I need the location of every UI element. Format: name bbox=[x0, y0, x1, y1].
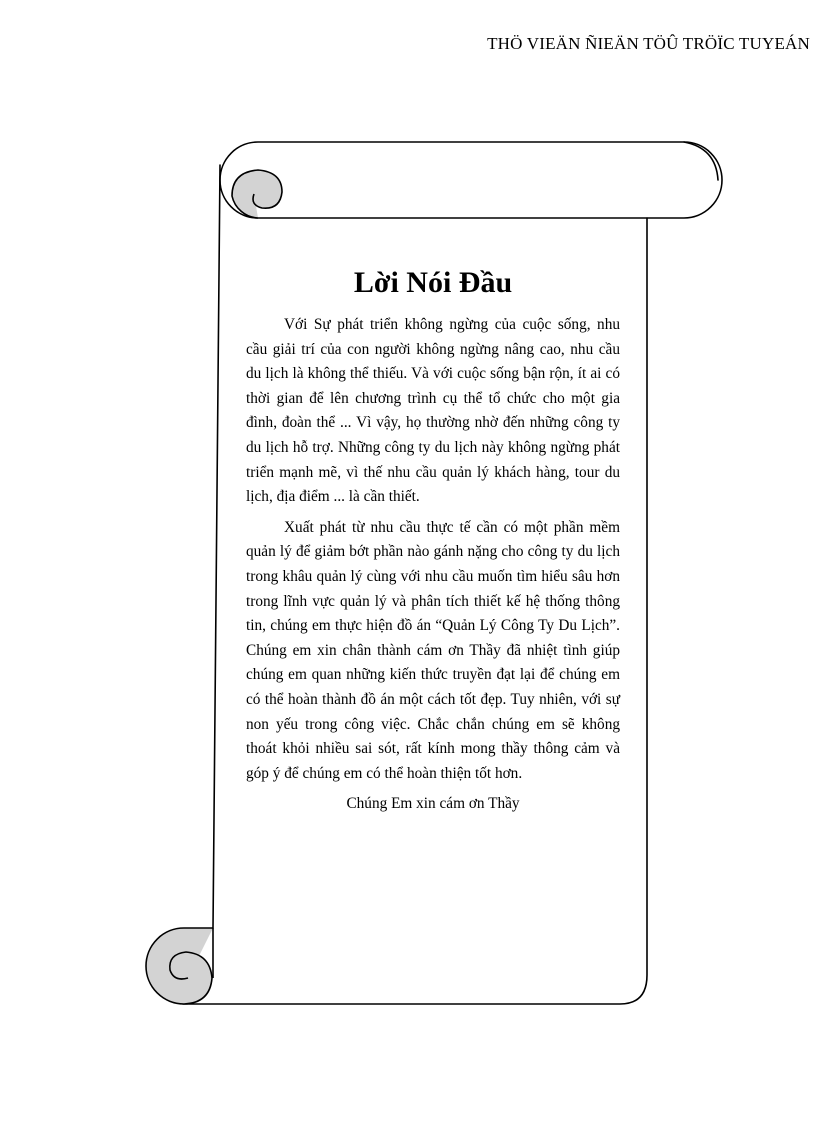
document-content bbox=[246, 266, 620, 817]
document-title: Lời Nói Đầu bbox=[353, 266, 513, 299]
page-header: THÖ VIEÄN ÑIEÄN TÖÛ TRÖÏC TUYEÁN bbox=[487, 34, 810, 53]
bottom-curl-icon bbox=[146, 928, 213, 1004]
signature-line: Chúng Em xin cám ơn Thầy bbox=[346, 795, 520, 813]
paragraph-motivation: Xuất phát từ nhu cầu thực tế cần có một phần mềm quản lý để giảm bớt phần nào gánh nặng cho công ty du lịch trong khâu quản lý cùng với nhu cầu muốn tìm hiểu sâu hơn trong lĩnh vực quản lý và phân tích thiết kế hệ thống thông tin, chúng em thực hiện đồ án “Quản Lý Công Ty Du Lịch”. Chúng em xin chân thành cám ơn Thầy đã nhiệt tình giúp chúng em quan những kiến thức truyền đạt lại để chúng em có thể hoàn thành đồ án một cách tốt đẹp. Tuy nhiên, với sự non yếu trong công việc. Chắc chắn chúng em sẽ không thoát khỏi nhiều sai sót, rất kính mong thầy thông cảm và góp ý để chúng em có thể hoàn thiện tốt hơn. bbox=[246, 518, 620, 782]
top-roll bbox=[220, 142, 722, 218]
paragraph-intro: Với Sự phát triển không ngừng của cuộc sống, nhu cầu giải trí của con người không ngừng nâng cao, nhu cầu du lịch là không thể thiếu. Và với cuộc sống bận rộn, ít ai có thời gian để lên chương trình cụ thể tổ chức cho một gia đình, đoàn thể ... Vì vậy, họ thường nhờ đến những công ty du lịch hỗ trợ. Những công ty du lịch này không ngừng phát triển mạnh mẽ, vì thế nhu cầu quản lý khách hàng, tour du lịch, địa điểm ... là cần thiết. bbox=[246, 316, 620, 506]
